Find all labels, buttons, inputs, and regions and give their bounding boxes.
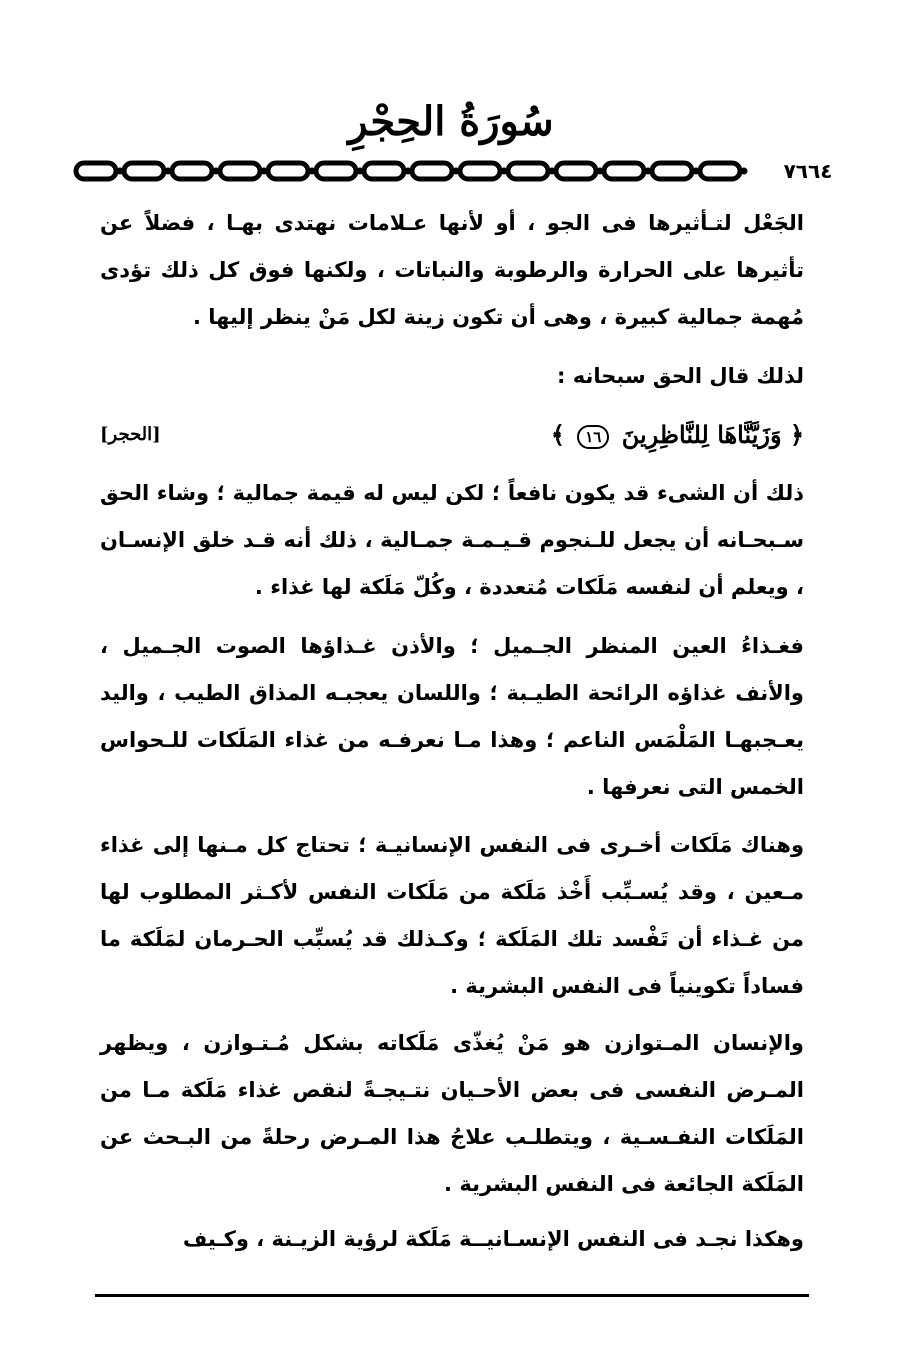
paragraph-6: والإنسان المـتوازن هو مَنْ يُغذّى مَلَكاته بشكل مُـتـوازن ، ويظهر المـرض النفسى فى بعض الأحـيان نتـيجـةً لنقص غذاء مَلَكة مـا من المَلَكات النفـسـية ، ويتطلـب علاجُ هذا المـرض رحلةً من البـحث عن المَلَكة الجائعة فى النفس البشرية .	[100, 1031, 804, 1196]
verse-open-bracket: ﴿	[789, 420, 804, 449]
page-number: ٧٦٦٤	[768, 158, 848, 184]
paragraph-4: فغـذاءُ العين المنظر الجـميل ؛ والأذن غـذاؤها الصوت الجـميل ، والأنف غذاؤه الرائحة الطيـبة ؛ واللسان يعجبـه المذاق الطيب ، واليد يعـجبهـا المَلْمَس الناعم ؛ وهذا مـا نعرفـه من غذاء المَلَكات للـحواس الخمس التى نعرفها .	[100, 634, 804, 799]
surah-title: سُورَةُ الحِجْرِ	[348, 98, 554, 145]
verse-number: ١٦	[577, 425, 609, 449]
footer-rule	[95, 1294, 809, 1297]
verse-close-bracket: ﴾	[550, 420, 565, 449]
paragraph-1: الجَعْل لتـأثيرها فى الجو ، أو لأنها عـلامات نهتدى بهـا ، فضلاً عن تأثيرها على الحرارة والرطوبة والنباتات ، ولكنها فوق كل ذلك تؤدى مُهمة جمالية كبيرة ، وهى أن تكون زينة لكل مَنْ ينظر إليها .	[100, 211, 804, 329]
paragraph-5: وهناك مَلَكات أخـرى فى النفس الإنسانيـة ؛ تحتاج كل مـنها إلى غذاء مـعين ، وقد يُسـبِّب أَخْذ مَلَكة من مَلَكات النفس لأكـثر المطلوب لها من غـذاء أن تَفْسد تلك المَلَكة ؛ وكـذلك قد يُسبِّب الحـرمان لمَلَكة ما فساداً تكوينياً فى النفس البشرية .	[100, 833, 804, 998]
paragraph-7: وهكذا نجـد فى النفس الإنسـانيــة مَلَكة لرؤية الزيـنة ، وكـيف	[182, 1227, 804, 1251]
verse-text-line	[551, 410, 804, 460]
paragraph-3: ذلك أن الشىء قد يكون نافعاً ؛ لكن ليس له قيمة جمالية ؛ وشاء الحق سـبحـانه أن يجعل للـنجوم قـيـمـة جمـالية ، ذلك أنه قـد خلق الإنسـان ، ويعلم أن لنفسه مَلَكات مُتعددة ، وكُلّ مَلَكة لها غذاء .	[100, 481, 804, 599]
verse-text: وَزَيَّنَّاهَا لِلنَّاظِرِينَ	[621, 420, 782, 449]
ornamental-header-band	[72, 158, 832, 184]
chain-ornament-icon	[72, 158, 832, 184]
paragraph-2: لذلك قال الحق سبحانه :	[557, 364, 804, 388]
verse-reference: [الحجر]	[100, 424, 161, 445]
quran-verse	[100, 410, 804, 460]
